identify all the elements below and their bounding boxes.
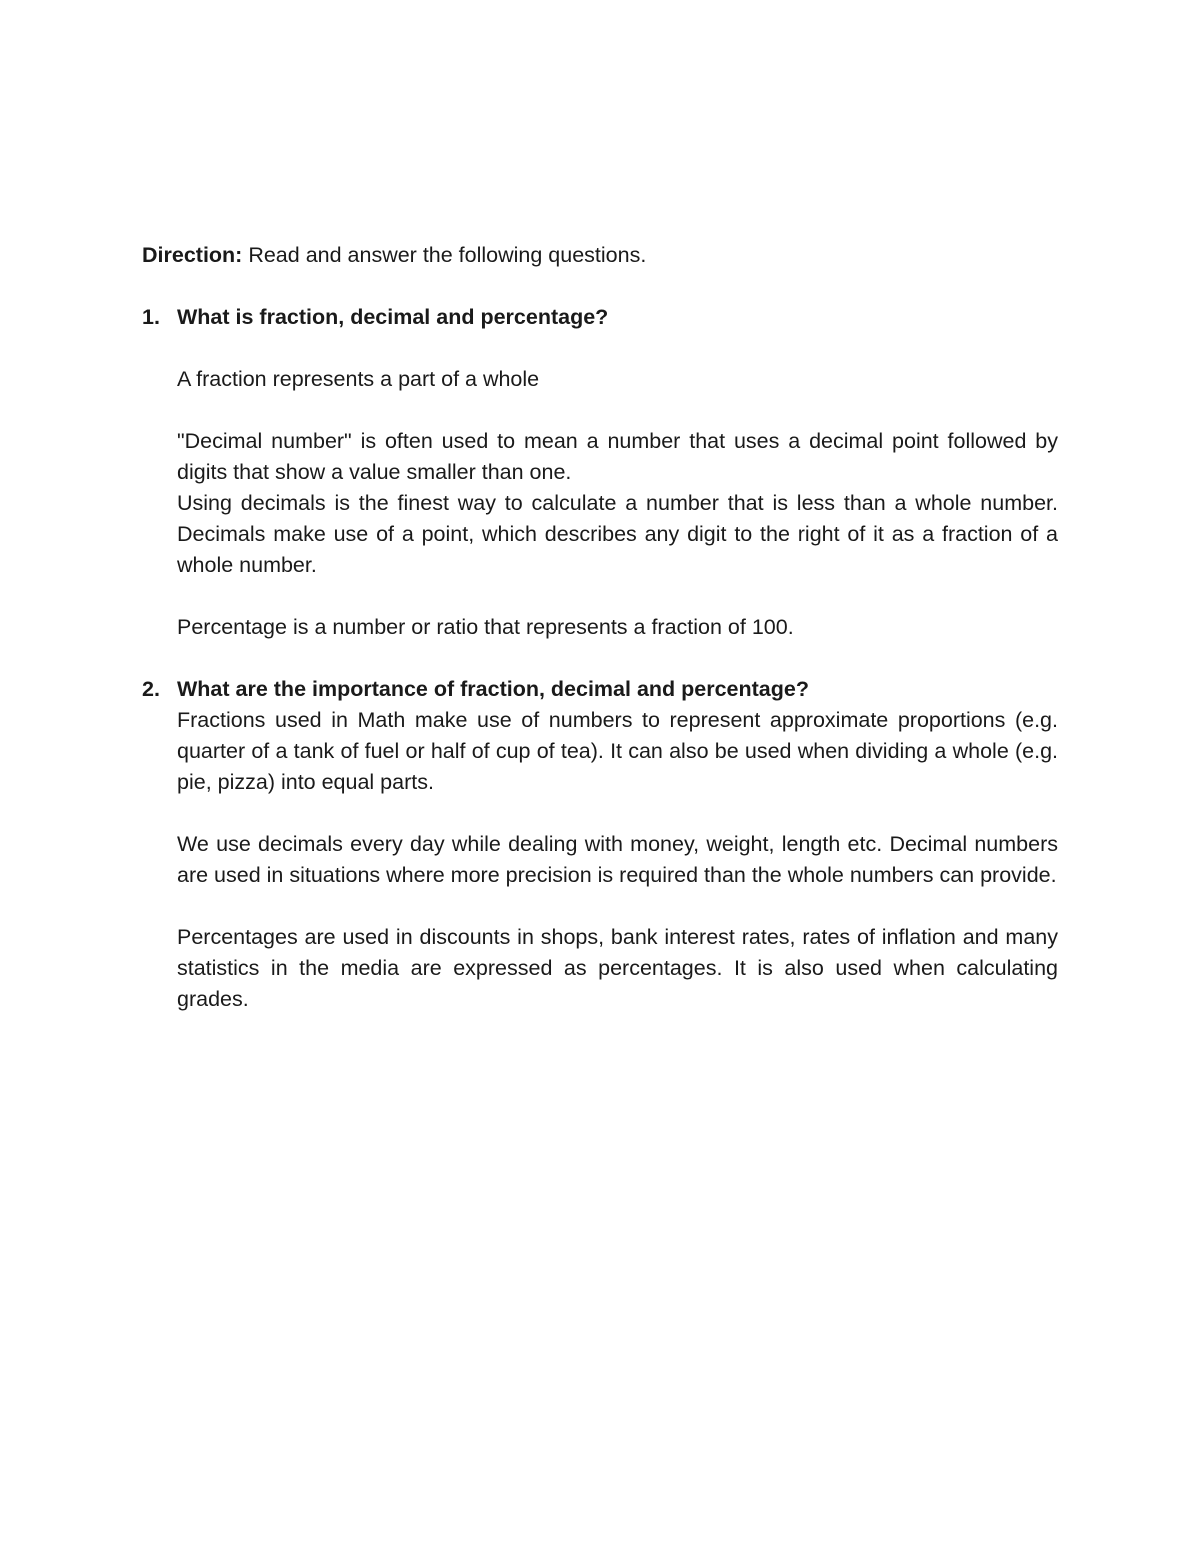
direction-label: Direction:	[142, 243, 243, 267]
question-2-title: What are the importance of fraction, decimal and percentage?	[177, 677, 809, 701]
direction-text: Read and answer the following questions.	[242, 243, 647, 267]
question-2-answer-percentages: Percentages are used in discounts in shops, bank interest rates, rates of inflation and many statistics in the media are expressed as percentages. It is also used when calculating grades.	[177, 925, 1058, 1011]
spacer	[177, 891, 1058, 922]
spacer	[177, 798, 1058, 829]
spacer	[177, 581, 1058, 612]
document-content	[142, 240, 1058, 1015]
question-1-title: What is fraction, decimal and percentage?	[177, 305, 609, 329]
question-1	[142, 302, 1058, 643]
question-1-answer-fraction: A fraction represents a part of a whole	[177, 367, 540, 391]
question-1-answer-decimal-definition: "Decimal number" is often used to mean a number that uses a decimal point followed by digits that show a value smaller than one.	[177, 429, 1058, 484]
question-1-answer-percentage: Percentage is a number or ratio that represents a fraction of 100.	[177, 615, 794, 639]
question-1-number: 1.	[142, 305, 160, 329]
question-2-answer-fractions: Fractions used in Math make use of numbers to represent approximate proportions (e.g. quarter of a tank of fuel or half of cup of tea). It can also be used when dividing a whole (e.g. pie, pizza) into equal parts.	[177, 708, 1058, 794]
question-1-answer-decimal-usage: Using decimals is the finest way to calculate a number that is less than a whole number. Decimals make use of a point, which describes any digit to the right of it as a fraction of a whole number.	[177, 491, 1058, 577]
question-2	[142, 674, 1058, 1015]
spacer	[177, 333, 1058, 364]
spacer	[177, 395, 1058, 426]
direction-line	[142, 240, 1058, 271]
question-2-number: 2.	[142, 677, 160, 701]
question-2-answer-decimals: We use decimals every day while dealing with money, weight, length etc. Decimal numbers are used in situations where more precision is required than the whole numbers can provide.	[177, 832, 1058, 887]
